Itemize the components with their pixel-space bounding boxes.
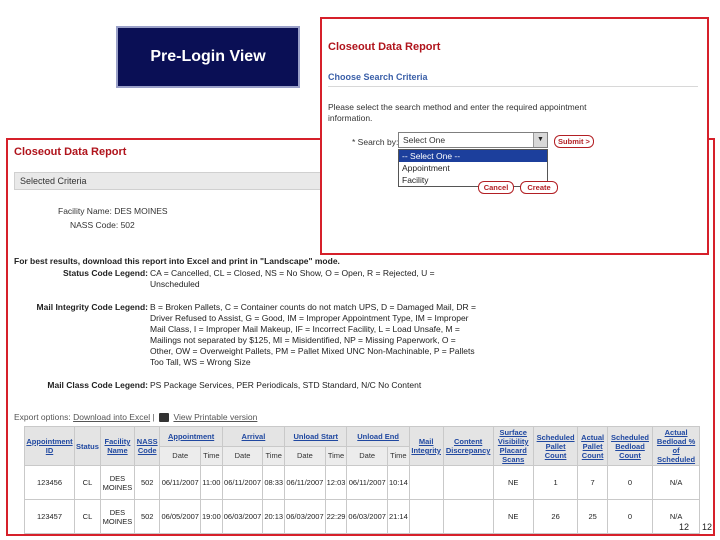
search-by-selected: Select One [403,135,446,145]
option-facility[interactable]: Facility [402,175,429,185]
search-criteria-popup [320,17,709,255]
popup-instructions: Please select the search method and enter the required appointment information. [328,102,587,123]
mail-class-legend-text: PS Package Services, PER Periodicals, STD Standard, N/C No Content [150,380,422,390]
col-actual-bedload[interactable]: Actual Bedload % of Scheduled [653,427,700,466]
col-scheduled-bedload[interactable]: Scheduled Bedload Count [607,427,652,466]
sub-time: Time [387,446,409,466]
cell-unload-end-date: 06/11/2007 [347,466,388,500]
col-status: Status [75,427,101,466]
cell-actual-bedload: N/A [653,466,700,500]
cell-facility: DES MOINES [100,466,134,500]
facility-name-value: DES MOINES [114,206,168,216]
report-title: Closeout Data Report [14,146,127,158]
cell-scheduled-pallet: 26 [533,500,578,534]
col-nass-code[interactable]: NASS Code [134,427,159,466]
nass-code-row [70,220,135,230]
page-number: 12 [679,522,690,532]
cell-nass: 502 [134,466,159,500]
cell-actual-pallet: 7 [578,466,608,500]
col-appointment-id[interactable]: Appointment ID [25,427,75,466]
cell-unload-end-time: 21:14 [387,500,409,534]
sub-time: Time [263,446,285,466]
cell-actual-bedload: N/A [653,500,700,534]
landscape-note: For best results, download this report into Excel and print in "Landscape" mode. [14,256,340,266]
popup-title: Closeout Data Report [328,41,441,53]
col-appointment[interactable]: Appointment [160,427,222,447]
results-table [24,426,700,534]
printer-icon[interactable] [159,413,169,422]
cell-appt-date: 06/05/2007 [160,500,201,534]
cell-unload-start-date: 06/03/2007 [285,500,326,534]
sub-date: Date [285,446,326,466]
export-prefix: Export options: [14,412,71,422]
cell-mail-integrity [409,500,443,534]
mail-class-legend-label: Mail Class Code Legend: [47,380,148,390]
prelogin-view-banner [116,26,300,88]
cell-unload-start-time: 12:03 [325,466,347,500]
cell-content-discrepancy [443,500,493,534]
sub-time: Time [200,446,222,466]
cancel-button[interactable]: Cancel [478,181,514,194]
submit-button[interactable]: Submit > [554,135,594,148]
cell-appt-date: 06/11/2007 [160,466,201,500]
facility-name-row [58,206,168,216]
col-content-discrepancy[interactable]: Content Discrepancy [443,427,493,466]
cell-appt-time: 19:00 [200,500,222,534]
sub-date: Date [347,446,388,466]
cell-actual-pallet: 25 [578,500,608,534]
status-legend-label: Status Code Legend: [62,268,148,278]
col-scheduled-pallet[interactable]: Scheduled Pallet Count [533,427,578,466]
sub-date: Date [160,446,201,466]
col-unload-start[interactable]: Unload Start [285,427,347,447]
cell-arrival-date: 06/03/2007 [222,500,263,534]
col-mail-integrity[interactable]: Mail Integrity [409,427,443,466]
cell-surface-visibility: NE [493,500,533,534]
table-row [25,500,700,534]
cell-appt-time: 11:00 [200,466,222,500]
col-unload-end[interactable]: Unload End [347,427,409,447]
cell-mail-integrity [409,466,443,500]
cell-status: CL [75,500,101,534]
mail-integrity-legend-text: B = Broken Pallets, C = Container counts do not match UPS, D = Damaged Mail, DR = Driver Refused to Assist, G = Good, IM = Improper Appointment Type, IM = Improper Mail Class, I = Improper Mail Makeup, IF = Incorrect Facility, L = Load Unsafe, M = Mailings not separated by $125, MI = Misidentified, NP = Missing Paperwork, O = Other, OW = Overweight Pallets, PM = Pallet Mixed UNC Non-Machinable, P = Pallets Too Tall, WS = Wrong Size [150,302,476,367]
nass-code-value: 502 [120,220,135,230]
download-excel-link[interactable]: Download into Excel [73,412,151,422]
cell-arrival-time: 08:33 [263,466,285,500]
col-surface-visibility[interactable]: Surface Visibility Placard Scans [493,427,533,466]
cell-arrival-time: 20:13 [263,500,285,534]
popup-subtitle: Choose Search Criteria [328,72,428,82]
cell-scheduled-bedload: 0 [607,500,652,534]
cell-unload-start-date: 06/11/2007 [285,466,326,500]
col-facility-name[interactable]: Facility Name [100,427,134,466]
cell-content-discrepancy [443,466,493,500]
cell-facility: DES MOINES [100,500,134,534]
facility-name-key: Facility Name: [58,206,112,216]
cell-scheduled-bedload: 0 [607,466,652,500]
cell-appointment-id: 123456 [25,466,75,500]
status-legend-text: CA = Cancelled, CL = Closed, NS = No Show, O = Open, R = Rejected, U = Unscheduled [150,268,435,289]
selected-criteria-header: Selected Criteria [14,172,704,190]
sub-date: Date [222,446,263,466]
chevron-down-icon[interactable]: ▼ [533,133,547,147]
export-separator: | [152,412,155,422]
search-by-label: * Search by: [352,137,399,147]
col-arrival[interactable]: Arrival [222,427,284,447]
cell-unload-end-time: 10:14 [387,466,409,500]
create-button[interactable]: Create [520,181,558,194]
cell-unload-start-time: 22:29 [325,500,347,534]
prelogin-label: Pre-Login View [150,48,266,65]
cell-status: CL [75,466,101,500]
cell-arrival-date: 06/11/2007 [222,466,263,500]
nass-code-key: NASS Code: [70,220,119,230]
cell-surface-visibility: NE [493,466,533,500]
sub-time: Time [325,446,347,466]
page-number: 12 [702,522,713,532]
option-appointment[interactable]: Appointment [402,163,450,173]
cell-nass: 502 [134,500,159,534]
mail-integrity-legend-label: Mail Integrity Code Legend: [36,302,148,312]
cell-unload-end-date: 06/03/2007 [347,500,388,534]
printable-version-link[interactable]: View Printable version [173,412,258,422]
table-row [25,466,700,500]
divider [328,86,698,87]
col-actual-pallet[interactable]: Actual Pallet Count [578,427,608,466]
option-select-one[interactable]: -- Select One -- [399,150,547,162]
search-by-select[interactable] [398,132,548,148]
cell-scheduled-pallet: 1 [533,466,578,500]
export-options [14,412,257,422]
cell-appointment-id: 123457 [25,500,75,534]
